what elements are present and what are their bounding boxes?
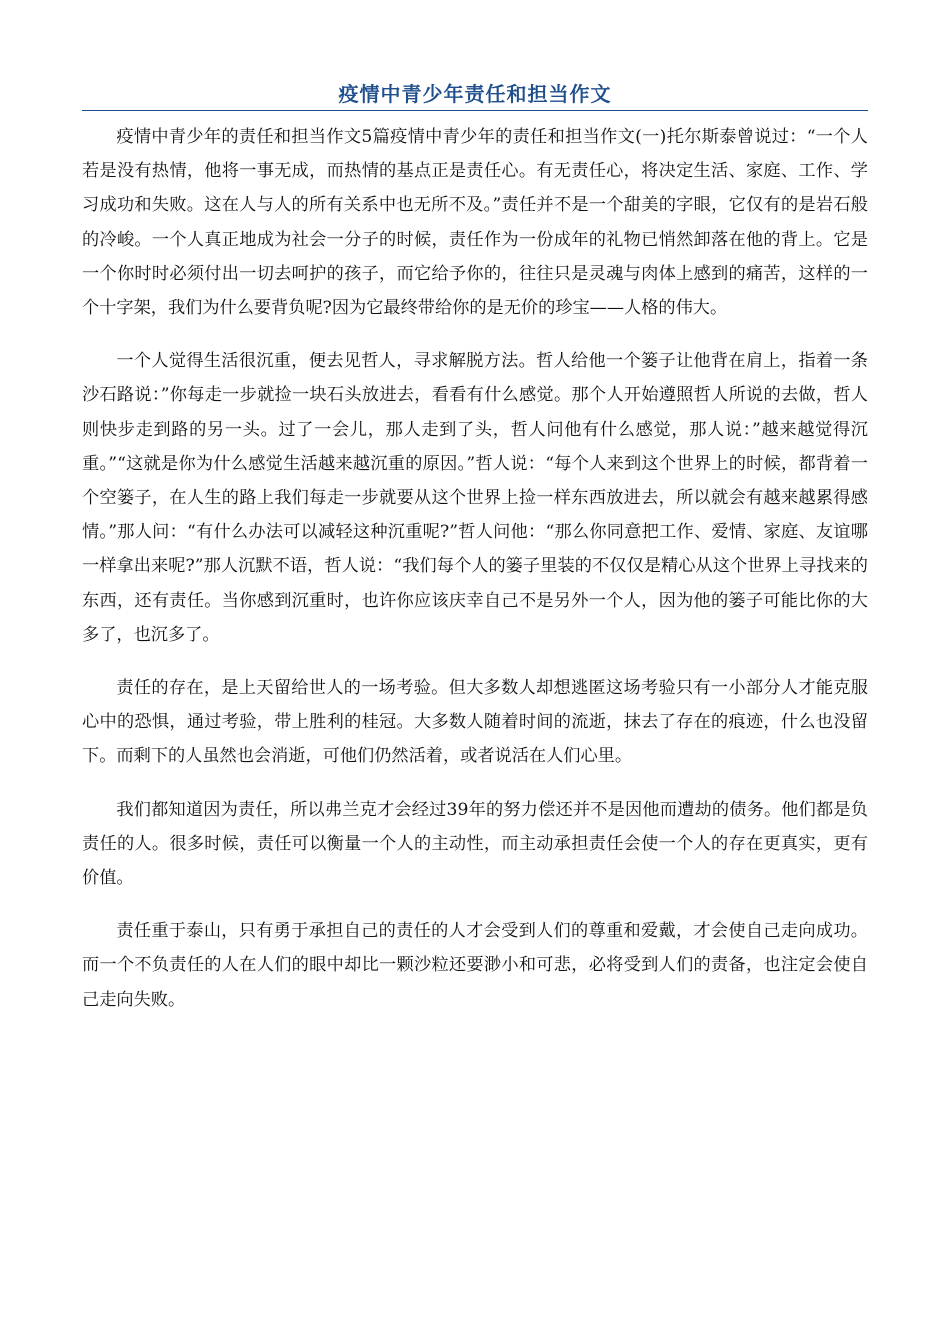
title-divider <box>82 110 868 111</box>
paragraph-4: 我们都知道因为责任，所以弗兰克才会经过39年的努力偿还并不是因他而遭劫的债务。他们都是负责任的人。很多时候，责任可以衡量一个人的主动性，而主动承担责任会使一个人的存在更真实，更有价值。 <box>82 799 868 889</box>
paragraph-5: 责任重于泰山，只有勇于承担自己的责任的人才会受到人们的尊重和爱戴，才会使自己走向成功。而一个不负责任的人在人们的眼中却比一颗沙粒还要渺小和可悲，必将受到人们的责备，也注定会使自己走向失败。 <box>82 921 868 1010</box>
paragraph-2: 一个人觉得生活很沉重，便去见哲人，寻求解脱方法。哲人给他一个篓子让他背在肩上，指着一条沙石路说：”你每走一步就捡一块石头放进去，看看有什么感觉。那个人开始遵照哲人所说的去做，哲人则快步走到路的另一头。过了一会儿，那人走到了头，哲人问他有什么感觉，那人说：”越来越觉得沉重。”“这就是你为什么感觉生活越来越沉重的原因。”哲人说：“每个人来到这个世界上的时候，都背着一个空篓子，在人生的路上我们每走一步就要从这个世界上捡一样东西放进去，所以就会有越来越累得感情。”那人问：“有什么办法可以减轻这种沉重呢?”哲人问他：“那么你同意把工作、爱情、家庭、友谊哪一样拿出来呢?”那人沉默不语，哲人说：“我们每个人的篓子里装的不仅仅是精心从这个世界上寻找来的东西，还有责任。当你感到沉重时，也许你应该庆幸自己不是另外一个人，因为他的篓子可能比你的大多了，也沉多了。 <box>82 351 868 645</box>
paragraph-3: 责任的存在，是上天留给世人的一场考验。但大多数人却想逃匿这场考验只有一小部分人才能克服心中的恐惧，通过考验，带上胜利的桂冠。大多数人随着时间的流逝，抹去了存在的痕迹，什么也没留下。而剩下的人虽然也会消逝，可他们仍然活着，或者说活在人们心里。 <box>82 678 868 767</box>
document-title: 疫情中青少年责任和担当作文 <box>338 82 612 106</box>
paragraph-1: 疫情中青少年的责任和担当作文5篇疫情中青少年的责任和担当作文(一)托尔斯泰曾说过：“一个人若是没有热情，他将一事无成，而热情的基点正是责任心。有无责任心，将决定生活、家庭、工作、学习成功和失败。这在人与人的所有关系中也无所不及。”责任并不是一个甜美的字眼，它仅有的是岩石般的冷峻。一个人真正地成为社会一分子的时候，责任作为一份成年的礼物已悄然卸落在他的背上。它是一个你时时必须付出一切去呵护的孩子，而它给予你的，往往只是灵魂与肉体上感到的痛苦，这样的一个十字架，我们为什么要背负呢?因为它最终带给你的是无价的珍宝——人格的伟大。 <box>82 127 868 319</box>
document-page <box>82 78 868 1036</box>
